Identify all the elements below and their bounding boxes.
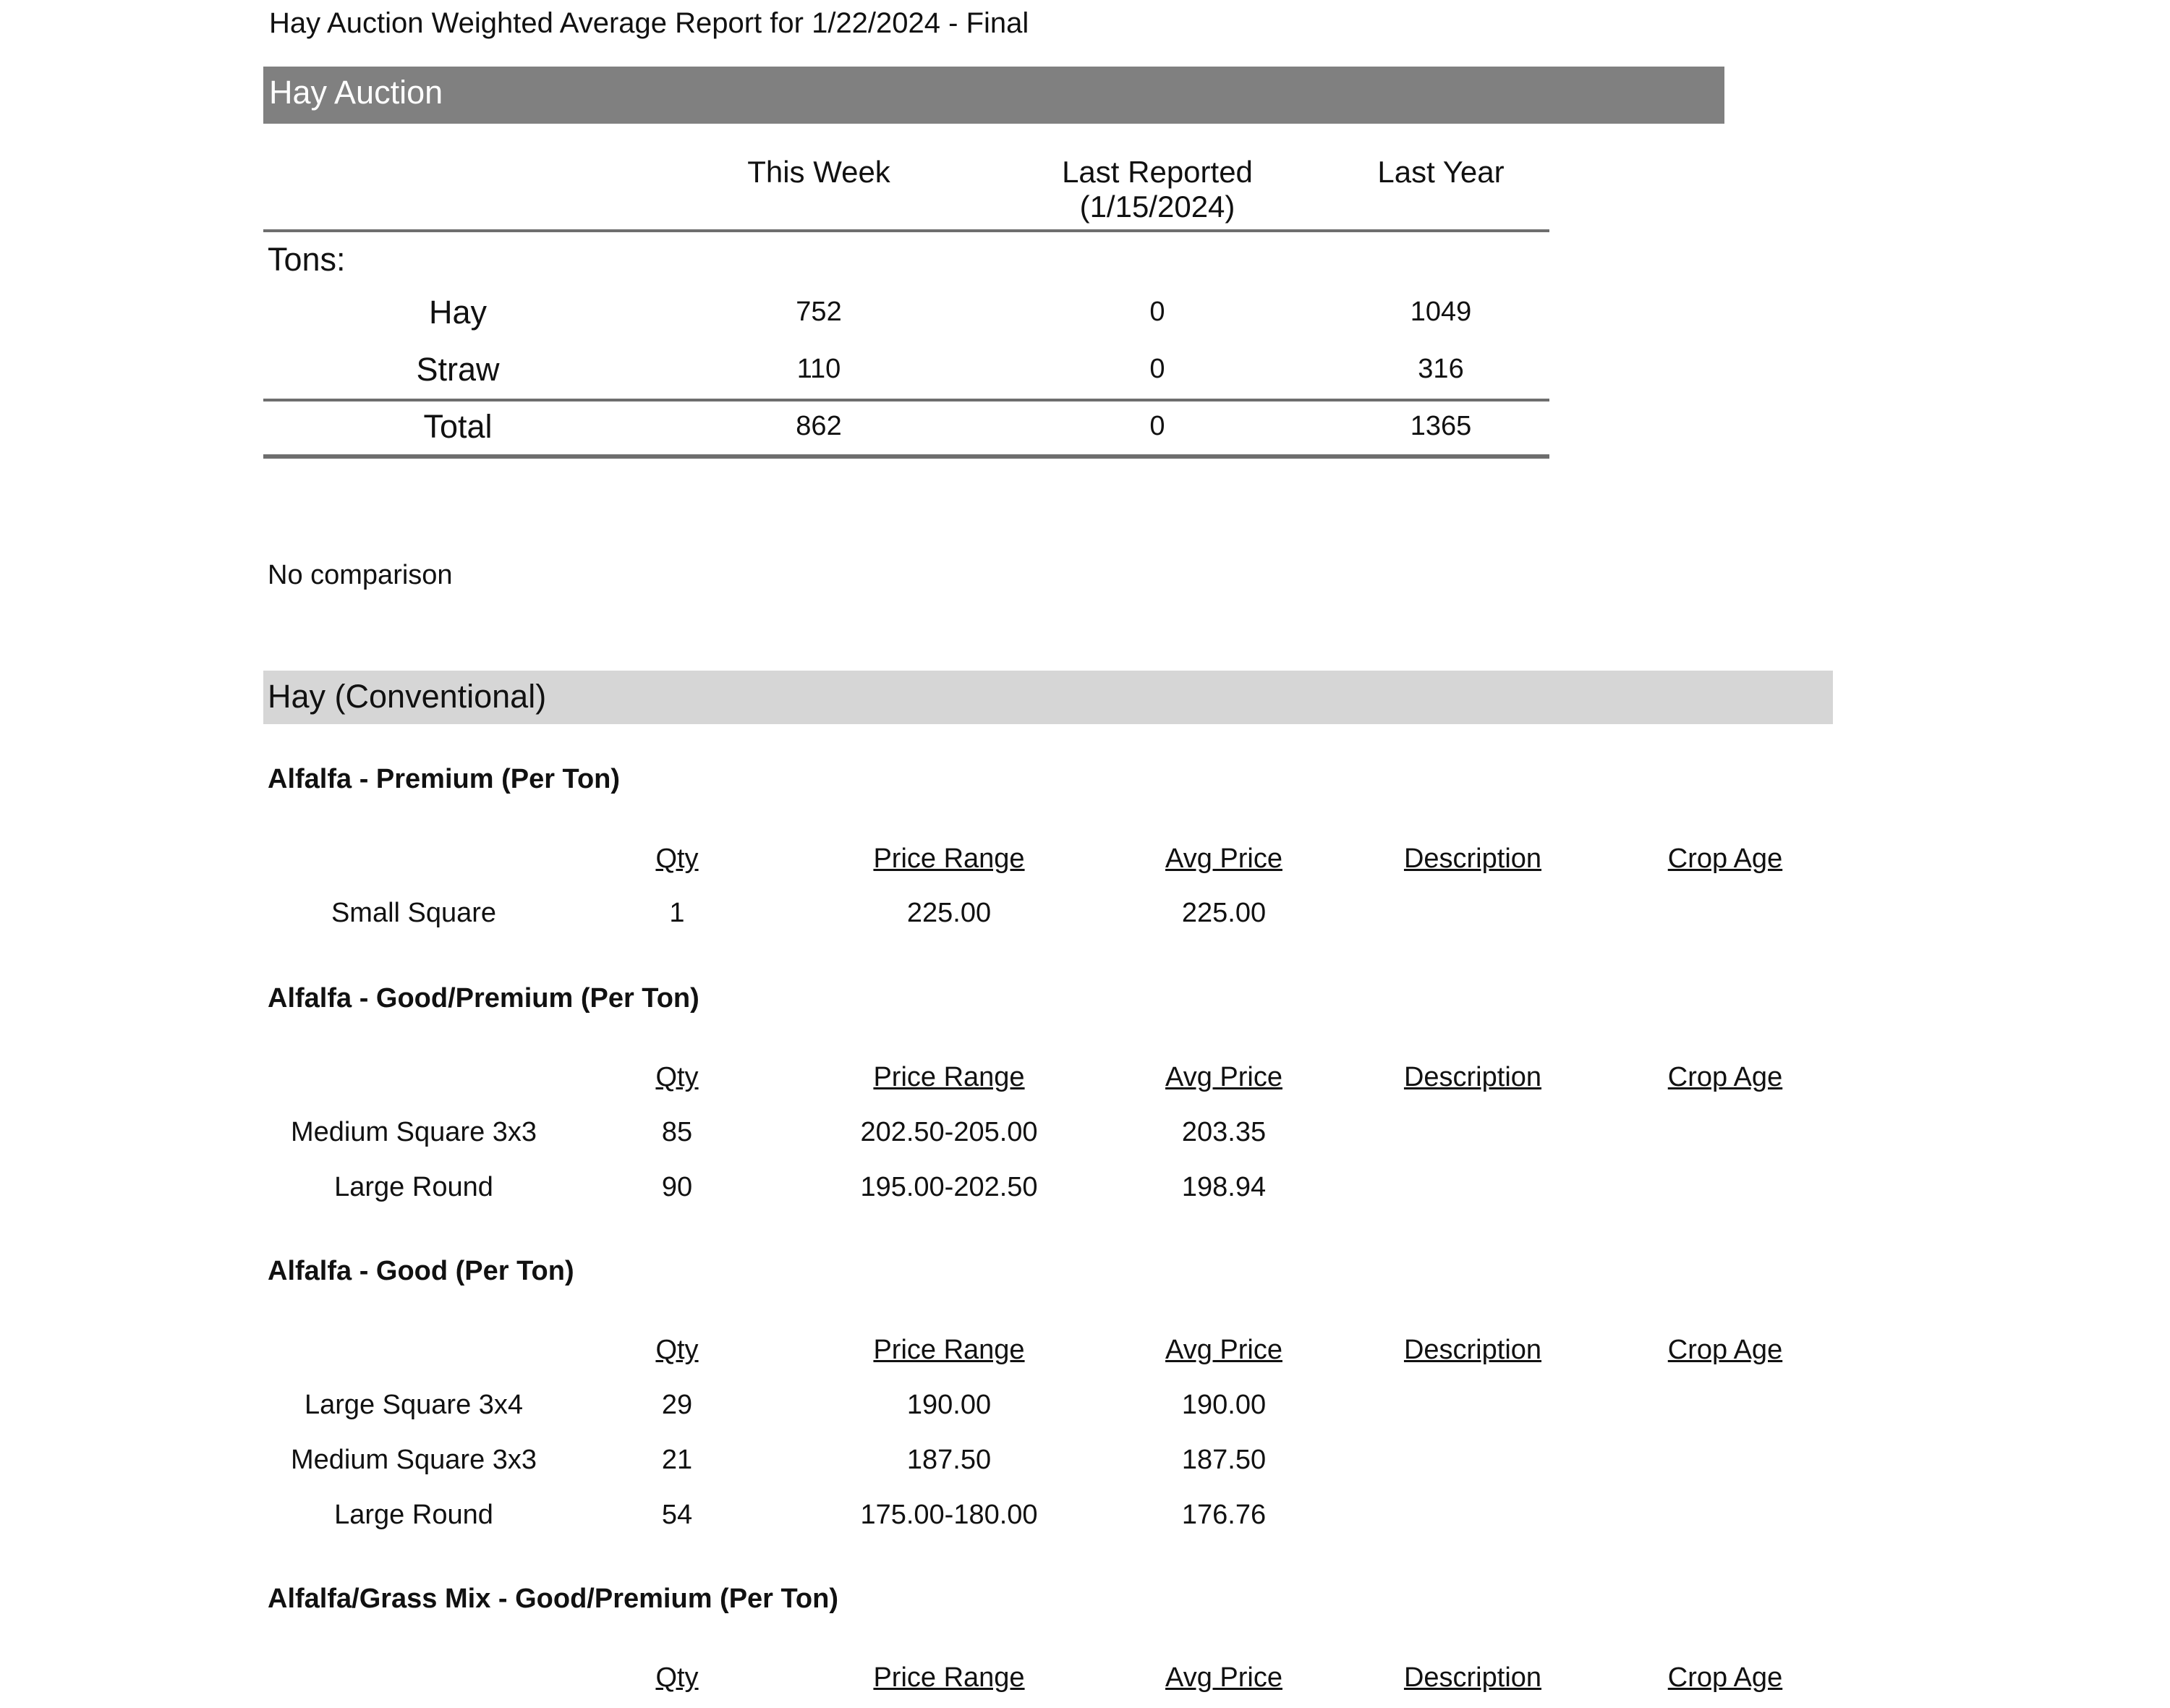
summary-header-rule [263,229,1549,232]
row-price-range: 187.50 [906,1445,992,1475]
summary-cell: 110 [796,354,841,384]
summary-total-rule [263,399,1549,401]
qty-header: Qty [655,844,699,874]
row-avg-price: 176.76 [1181,1500,1267,1530]
row-type: Medium Square 3x3 [290,1117,537,1147]
summary-cell: 862 [796,411,842,441]
row-qty: 1 [669,898,685,928]
crop-age-header: Crop Age [1667,844,1783,874]
auction-header-label: Hay Auction [269,74,443,111]
row-price-range: 225.00 [906,898,992,928]
row-price-range: 202.50-205.00 [860,1117,1038,1147]
summary-cell: 0 [1149,354,1165,384]
qty-header: Qty [655,1062,699,1092]
row-avg-price: 198.94 [1181,1172,1267,1202]
group-title: Alfalfa - Good (Per Ton) [268,1256,574,1286]
summary-bottom-rule [263,454,1549,459]
price-range-header: Price Range [873,844,1025,874]
description-header: Description [1403,844,1542,874]
row-qty: 29 [661,1390,693,1420]
summary-cell: 752 [796,297,842,327]
row-avg-price: 187.50 [1181,1445,1267,1475]
row-type: Medium Square 3x3 [290,1445,537,1475]
avg-price-header: Avg Price [1165,844,1282,874]
price-range-header: Price Range [873,1062,1025,1092]
crop-age-header: Crop Age [1667,1335,1783,1365]
col-last-reported-date: (1/15/2024) [1079,190,1235,224]
crop-age-header: Crop Age [1667,1062,1783,1092]
price-range-header: Price Range [873,1335,1025,1365]
col-last-year: Last Year [1377,155,1505,189]
avg-price-header: Avg Price [1165,1335,1282,1365]
crop-age-header: Crop Age [1667,1662,1783,1693]
summary-cell: 316 [1418,354,1464,384]
summary-cell: 1049 [1410,297,1472,327]
col-last-reported: Last Reported [1062,155,1253,189]
summary-row-label: Hay [428,294,488,331]
avg-price-header: Avg Price [1165,1662,1282,1693]
row-type: Large Square 3x4 [304,1390,524,1420]
section-band [263,671,1833,724]
group-title: Alfalfa - Good/Premium (Per Ton) [268,983,699,1014]
row-price-range: 175.00-180.00 [860,1500,1038,1530]
avg-price-header: Avg Price [1165,1062,1282,1092]
summary-cell: 0 [1149,297,1165,327]
group-title: Alfalfa/Grass Mix - Good/Premium (Per Ton) [268,1584,838,1614]
row-price-range: 195.00-202.50 [860,1172,1038,1202]
section-band-label: Hay (Conventional) [268,678,547,715]
comparison-note: No comparison [268,560,453,590]
row-qty: 90 [661,1172,693,1202]
qty-header: Qty [655,1335,699,1365]
row-qty: 21 [661,1445,693,1475]
qty-header: Qty [655,1662,699,1693]
summary-row-label: Straw [416,351,500,388]
auction-header-band [263,67,1724,124]
col-this-week: This Week [747,155,890,189]
description-header: Description [1403,1062,1542,1092]
summary-cell: 0 [1149,411,1165,441]
row-type: Large Round [334,1500,493,1530]
tons-label: Tons: [268,241,346,278]
summary-cell: 1365 [1410,411,1472,441]
row-qty: 54 [661,1500,693,1530]
row-avg-price: 190.00 [1181,1390,1267,1420]
price-range-header: Price Range [873,1662,1025,1693]
row-type: Large Round [334,1172,493,1202]
row-avg-price: 225.00 [1181,898,1267,928]
description-header: Description [1403,1335,1542,1365]
row-qty: 85 [661,1117,693,1147]
summary-row-label: Total [423,408,493,445]
report-title: Hay Auction Weighted Average Report for 1/22/2024 - Final [269,7,1029,39]
description-header: Description [1403,1662,1542,1693]
group-title: Alfalfa - Premium (Per Ton) [268,764,621,794]
row-price-range: 190.00 [906,1390,992,1420]
row-avg-price: 203.35 [1181,1117,1267,1147]
row-type: Small Square [331,898,497,928]
